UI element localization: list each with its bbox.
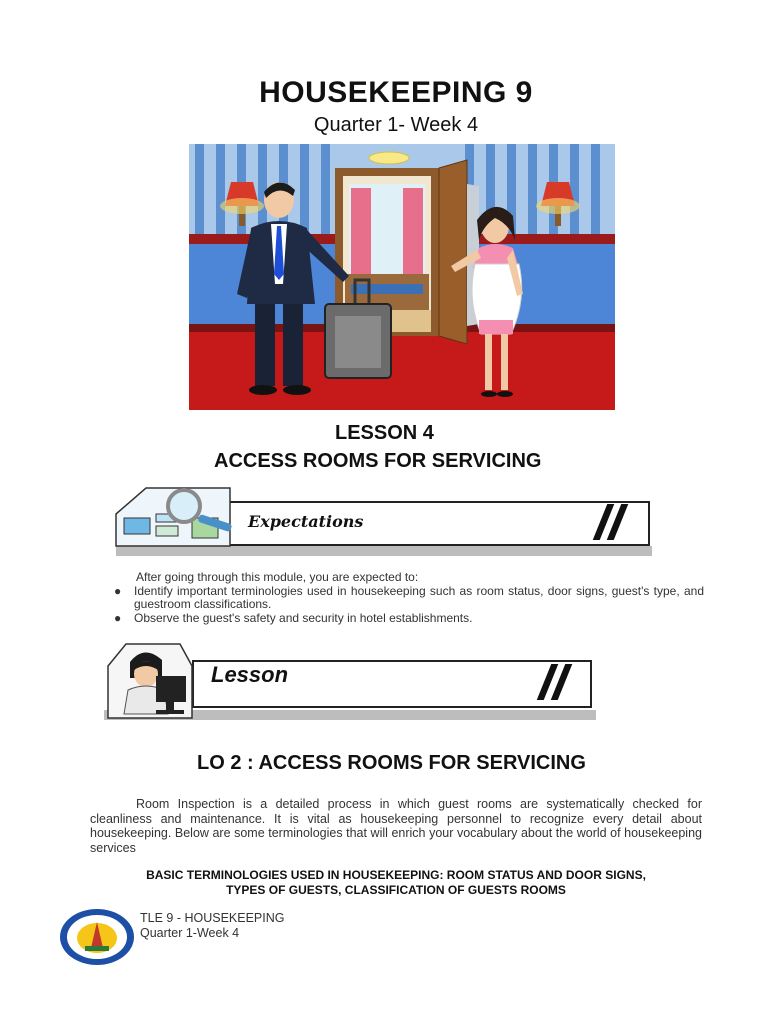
footer-subject: TLE 9 - HOUSEKEEPING xyxy=(140,911,285,925)
student-at-computer-icon xyxy=(100,638,200,724)
terminologies-heading xyxy=(92,868,700,898)
expectations-intro: After going through this module, you are expected to: xyxy=(136,570,419,584)
terminologies-heading-line2: TYPES OF GUESTS, CLASSIFICATION OF GUESTS ROOMS xyxy=(226,883,566,897)
list-item: ● Observe the guest's safety and security in hotel establishments. xyxy=(114,611,473,625)
lesson-label: Lesson xyxy=(211,662,289,687)
lesson-banner xyxy=(100,638,596,724)
lo2-heading: LO 2 : ACCESS ROOMS FOR SERVICING xyxy=(197,752,586,774)
page-title: HOUSEKEEPING 9 xyxy=(259,76,533,109)
lesson-number: LESSON 4 xyxy=(335,422,434,444)
list-item: ● Identify important terminologies used in housekeeping such as room status, door signs, guest's type, and guestroom classifications. xyxy=(114,584,704,611)
expectations-banner xyxy=(112,484,652,560)
page-subtitle: Quarter 1- Week 4 xyxy=(313,114,479,136)
lesson-title: ACCESS ROOMS FOR SERVICING xyxy=(214,450,542,472)
expectations-list xyxy=(112,585,704,626)
lo2-paragraph: Room Inspection is a detailed process in which guest rooms are systematically checked for cleanliness and maintenance. It is vital as housekeeping personnel to recognize every detail about housekeeping. Below are some terminologies that will enrich your vocabulary about the world of housekeeping services xyxy=(90,797,702,855)
footer-quarter: Quarter 1-Week 4 xyxy=(140,926,240,940)
expectations-magnifier-icon xyxy=(112,484,244,558)
hotel-room-illustration xyxy=(189,144,615,410)
expectations-label: Expectations xyxy=(248,512,364,531)
terminologies-heading-line1: BASIC TERMINOLOGIES USED IN HOUSEKEEPING: ROOM STATUS AND DOOR SIGNS, xyxy=(146,868,646,882)
schools-division-seal-icon xyxy=(59,908,137,966)
